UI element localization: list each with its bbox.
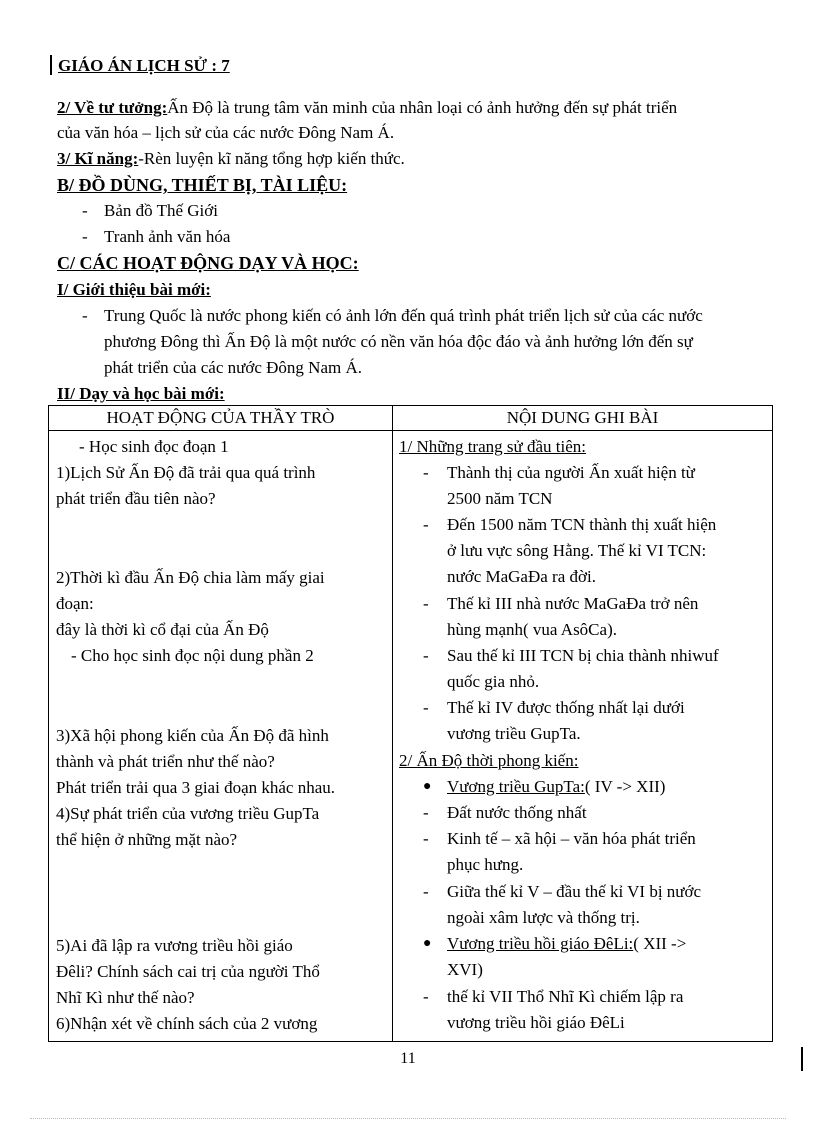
content-line: Giữa thế kỉ V – đầu thế kỉ VI bị nước — [447, 882, 702, 901]
tuong-text-1: Ấn Độ là trung tâm văn minh của nhân loại có ảnh hưởng đến sự phát triển — [167, 98, 678, 117]
content-line: hùng mạnh( vua AsôCa). — [447, 620, 617, 639]
content-line: 2500 năm TCN — [447, 489, 553, 508]
kinang-label: 3/ Kĩ năng: — [57, 149, 139, 168]
activity-line: 6)Nhận xét về chính sách của 2 vương — [56, 1014, 318, 1033]
content-line: thế kỉ VII Thổ Nhĩ Kì chiếm lập ra — [447, 987, 684, 1006]
gupta-period: ( IV -> XII) — [584, 777, 666, 796]
i-paragraph-line: - Trung Quốc là nước phong kiến có ảnh lớn đến quá trình phát triển lịch sử của các nước — [82, 306, 703, 325]
page-bottom-divider — [30, 1118, 786, 1119]
activity-line: đoạn: — [56, 594, 94, 613]
section-2-heading: 2/ Ấn Độ thời phong kiến: — [399, 751, 579, 770]
content-line: phục hưng. — [447, 855, 524, 874]
activity-line: thành và phát triển như thế nào? — [56, 752, 275, 771]
content-line: Kinh tế – xã hội – văn hóa phát triển — [447, 829, 696, 848]
content-dash: - — [423, 882, 429, 901]
content-line: Sau thế kỉ III TCN bị chia thành nhiwuf — [447, 646, 719, 665]
gupta-heading — [447, 775, 665, 799]
content-line: Thế kỉ III nhà nước MaGaĐa trở nên — [447, 594, 699, 613]
activity-line: 1)Lịch Sử Ấn Độ đã trải qua quá trình — [56, 463, 316, 482]
content-line: vương triều hồi giáo ĐêLi — [447, 1013, 625, 1032]
tuong-paragraph — [57, 96, 677, 120]
header-title: GIÁO ÁN LỊCH SỬ : 7 — [58, 56, 230, 75]
i-text-3: phát triển của các nước Đông Nam Á. — [104, 358, 362, 377]
document-header — [50, 55, 230, 76]
activity-line: - Học sinh đọc đoạn 1 — [79, 437, 229, 456]
activity-line: 4)Sự phát triển của vương triều GupTa — [56, 804, 320, 823]
activity-line: đây là thời kì cổ đại của Ấn Độ — [56, 620, 269, 639]
content-dash: - — [423, 594, 429, 613]
activity-line: - Cho học sinh đọc nội dung phần 2 — [71, 646, 314, 665]
lesson-table — [48, 405, 773, 1042]
content-dash: - — [423, 803, 429, 822]
content-cell — [393, 431, 772, 1041]
tuong-text-2: của văn hóa – lịch sử của các nước Đông Nam Á. — [57, 123, 395, 142]
activities-cell — [49, 431, 392, 1041]
tuong-label: 2/ Về tư tưởng: — [57, 98, 168, 117]
activity-line: Đêli? Chính sách cai trị của người Thổ — [56, 962, 320, 981]
activity-line: 5)Ai đã lập ra vương triều hồi giáo — [56, 936, 293, 955]
section-c-heading: C/ CÁC HOẠT ĐỘNG DẠY VÀ HỌC: — [57, 253, 359, 273]
col-header-activities: HOẠT ĐỘNG CỦA THẦY TRÒ — [49, 406, 393, 431]
b-item: - Bản đồ Thế Giới — [82, 201, 218, 220]
deli-period-1: ( XII -> — [633, 934, 687, 953]
b-item-text: Tranh ảnh văn hóa — [104, 227, 231, 246]
content-line: vương triều GupTa. — [447, 724, 581, 743]
section-b-heading: B/ ĐỒ DÙNG, THIẾT BỊ, TÀI LIỆU: — [57, 175, 348, 195]
right-margin-bar — [801, 1047, 803, 1071]
b-item-text: Bản đồ Thế Giới — [104, 201, 218, 220]
i-text-2: phương Đông thì Ấn Độ là một nước có nền văn hóa độc đáo và ảnh hưởng lớn đến sự — [104, 332, 693, 351]
content-dash: - — [423, 987, 429, 1006]
i-text-1: Trung Quốc là nước phong kiến có ảnh lớn đến quá trình phát triển lịch sử của các nước — [104, 306, 703, 325]
content-line: Thành thị của người Ấn xuất hiện từ — [447, 463, 695, 482]
activity-line: phát triển đầu tiên nào? — [56, 489, 216, 508]
content-dash: - — [423, 829, 429, 848]
kinang-text: -Rèn luyện kĩ năng tổng hợp kiến thức. — [138, 149, 405, 168]
content-dash: - — [423, 515, 429, 534]
b-item: - Tranh ảnh văn hóa — [82, 227, 231, 246]
content-line: nước MaGaĐa ra đời. — [447, 567, 596, 586]
activity-line: Nhĩ Kì như thế nào? — [56, 988, 195, 1007]
section-i-heading: I/ Giới thiệu bài mới: — [57, 280, 211, 299]
kinang-paragraph — [57, 147, 405, 171]
activity-line: 3)Xã hội phong kiến của Ấn Độ đã hình — [56, 726, 329, 745]
content-dash: - — [423, 646, 429, 665]
activity-line: Phát triển trải qua 3 giai đoạn khác nhau. — [56, 778, 335, 797]
content-line: ngoài xâm lược và thống trị. — [447, 908, 640, 927]
content-line: quốc gia nhỏ. — [447, 672, 540, 691]
bullet-icon: ● — [423, 936, 432, 951]
gupta-title: Vương triều GupTa: — [447, 777, 585, 796]
activity-line: 2)Thời kì đầu Ấn Độ chia làm mấy giai — [56, 568, 325, 587]
activity-line: thể hiện ở những mặt nào? — [56, 830, 238, 849]
col-header-content: NỘI DUNG GHI BÀI — [393, 406, 773, 431]
section-1-heading: 1/ Những trang sử đầu tiên: — [399, 437, 586, 456]
content-line: Đến 1500 năm TCN thành thị xuất hiện — [447, 515, 717, 534]
section-ii-heading: II/ Dạy và học bài mới: — [57, 384, 225, 403]
deli-period-2: XVI) — [447, 960, 483, 979]
content-dash: - — [423, 698, 429, 717]
content-line: Đất nước thống nhất — [447, 803, 587, 822]
page-number: 11 — [400, 1050, 416, 1067]
content-line: ở lưu vực sông Hằng. Thế kỉ VI TCN: — [447, 541, 707, 560]
content-line: Thế kỉ IV được thống nhất lại dưới — [447, 698, 685, 717]
deli-heading — [447, 932, 686, 956]
deli-title: Vương triều hồi giáo ĐêLi: — [447, 934, 634, 953]
bullet-icon: ● — [423, 779, 432, 794]
header-bar — [50, 55, 52, 75]
content-dash: - — [423, 463, 429, 482]
